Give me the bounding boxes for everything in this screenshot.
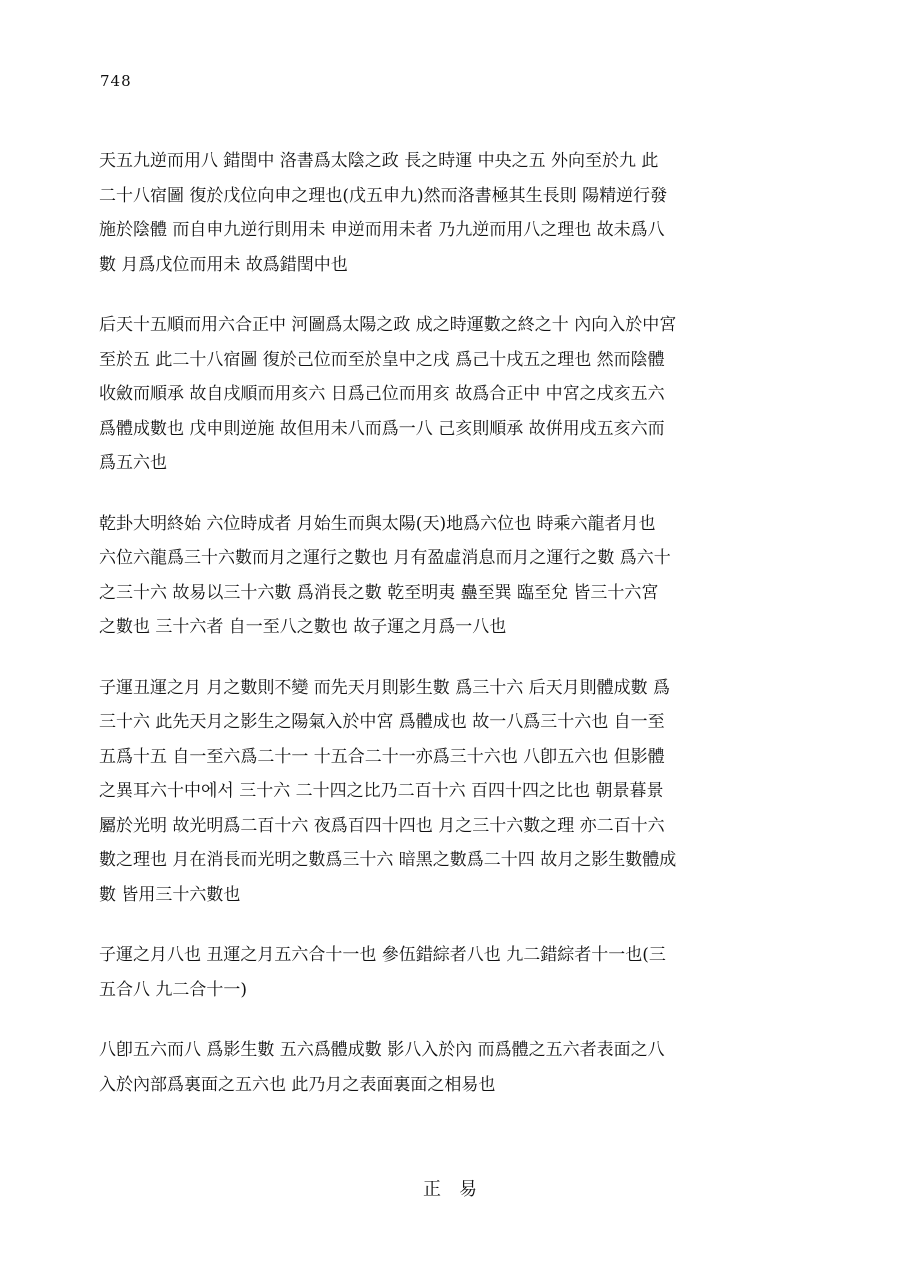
text-line: 數 月爲戊位而用未 故爲錯閏中也: [99, 254, 348, 275]
text-line: 數之理也 月在消長而光明之數爲三十六 暗黑之數爲二十四 故月之影生數體成: [99, 850, 677, 870]
text-line: 后天十五順而用六合正中 河圖爲太陽之政 成之時運數之終之十 內向入於中宮: [99, 315, 677, 335]
text-line: 之數也 三十六者 自一至八之數也 故子運之月爲一八也: [99, 617, 507, 637]
text-line: 六位六龍爲三十六數而月之運行之數也 月有盈虛消息而月之運行之數 爲六十: [99, 548, 671, 568]
body-text: [99, 144, 759, 1128]
text-line: 子運之月八也 丑運之月五六合十一也 參伍錯綜者八也 九二錯綜者十一也(三: [99, 945, 666, 965]
paragraph-1: [99, 144, 759, 282]
page-number: 748: [100, 72, 132, 90]
paragraph-6: [99, 1033, 759, 1102]
text-line: 施於陰體 而自申九逆行則用未 申逆而用未者 乃九逆而用八之理也 故未爲八: [99, 220, 665, 240]
text-line: 三十六 此先天月之影生之陽氣入於中宮 爲體成也 故一八爲三十六也 自一至: [99, 712, 665, 732]
text-line: 子運丑運之月 月之數則不變 而先天月則影生數 爲三十六 后天月則體成數 爲: [99, 677, 671, 698]
text-line: 至於五 此二十八宿圖 復於己位而至於皇中之戌 爲己十戌五之理也 然而陰體: [99, 349, 665, 370]
text-line: 五爲十五 自一至六爲二十一 十五合二十一亦爲三十六也 八卽五六也 但影體: [99, 746, 665, 767]
text-line: 天五九逆而用八 錯閏中 洛書爲太陰之政 長之時運 中央之五 外向至於九 此: [99, 151, 659, 171]
text-line: 屬於光明 故光明爲二百十六 夜爲百四十四也 月之三十六數之理 亦二百十六: [99, 815, 665, 836]
text-line: 之三十六 故易以三十六數 爲消長之數 乾至明夷 蠱至巽 臨至兌 皆三十六宮: [99, 582, 659, 603]
running-footer-title: 正易: [423, 1179, 495, 1200]
text-line: 乾卦大明終始 六位時成者 月始生而與太陽(天)地爲六位也 時乘六龍者月也: [99, 513, 656, 534]
text-line: 之異耳六十中에서 三十六 二十四之比乃二百十六 百四十四之比也 朝景暮景: [99, 781, 664, 801]
paragraph-3: [99, 507, 759, 645]
paragraph-4: [99, 671, 759, 913]
paragraph-5: [99, 938, 759, 1007]
paragraph-2: [99, 308, 759, 481]
text-line: 收斂而順承 故自戌順而用亥六 日爲己位而用亥 故爲合正中 中宮之戌亥五六: [99, 384, 665, 404]
text-line: 數 皆用三十六數也: [99, 884, 241, 905]
text-line: 爲五六也: [99, 453, 167, 473]
text-line: 爲體成數也 戊申則逆施 故但用未八而爲一八 己亥則順承 故倂用戌五亥六而: [99, 418, 665, 439]
text-line: 入於內部爲裏面之五六也 此乃月之表面裏面之相易也: [99, 1074, 496, 1095]
text-line: 五合八 九二合十一): [99, 979, 248, 1000]
text-line: 八卽五六而八 爲影生數 五六爲體成數 影八入於內 而爲體之五六者表面之八: [99, 1040, 665, 1060]
text-line: 二十八宿圖 復於戊位向申之理也(戊五申九)然而洛書極其生長則 陽精逆行發: [99, 185, 668, 206]
